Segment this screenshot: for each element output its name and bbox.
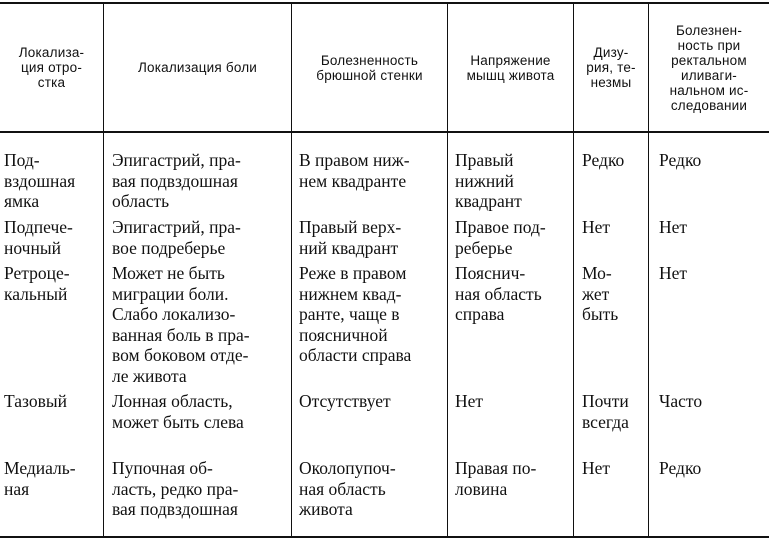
table-cell-pain: Эпигастрий, пра- вая подвздошная область — [112, 150, 241, 211]
header-localization: Локализа- ция отро- стка — [18, 45, 85, 90]
table-cell-dysuria: Нет — [582, 458, 611, 478]
header-rectal-exam: Болезнен- ность при ректальном иливаги- нальном ис- следовании — [669, 22, 749, 113]
header-muscle-tension: Напряжение мышц живота — [466, 52, 555, 83]
table-cell-tension: Пояснич- ная область справа — [455, 263, 542, 324]
table-cell-exam: Редко — [659, 458, 702, 478]
table-cell-pain: Эпигастрий, пра- вое подреберье — [112, 217, 241, 258]
header-pain-localization: Локализация боли — [137, 60, 258, 75]
table-cell-pain: Пупочная об- ласть, редко пра- вая подвздошная — [112, 458, 239, 519]
table-cell-wall: Отсутствует — [299, 391, 391, 411]
table-cell-localization: Подпече- ночный — [4, 217, 73, 258]
table-cell-localization: Под- вздошная ямка — [4, 150, 76, 211]
table-cell-exam: Часто — [659, 391, 703, 411]
table-cell-tension: Правый нижний квадрант — [455, 150, 522, 211]
header-bottom-rule — [0, 131, 769, 133]
table-cell-exam: Нет — [659, 263, 688, 283]
table-cell-pain: Может не быть миграции боли. Слабо локализо- ванная боль в пра- вом боковом отде- ле живота — [112, 263, 250, 386]
table-cell-exam: Нет — [659, 217, 688, 237]
table-cell-tension: Правое под- реберье — [455, 217, 546, 258]
table-cell-wall: Околопупоч- ная область живота — [299, 458, 396, 519]
table-cell-dysuria: Нет — [582, 217, 611, 237]
table-bottom-rule — [0, 536, 769, 538]
table-cell-wall: В правом ниж- нем квадранте — [299, 150, 410, 191]
table-cell-wall: Правый верх- ний квадрант — [299, 217, 402, 258]
table-cell-dysuria: Почти всегда — [582, 391, 629, 432]
table-cell-dysuria: Редко — [582, 150, 625, 170]
table-cell-exam: Редко — [659, 150, 702, 170]
header-dysuria: Дизу- рия, те- незмы — [586, 45, 636, 90]
table-cell-localization: Тазовый — [4, 391, 67, 411]
header-abdominal-wall-tenderness: Болезненность брюшной стенки — [316, 52, 423, 83]
table-cell-tension: Правая по- ловина — [455, 458, 537, 499]
table-cell-pain: Лонная область, может быть слева — [112, 391, 244, 432]
table-cell-wall: Реже в правом нижнем квад- ранте, чаще в поясничной области справа — [299, 263, 412, 365]
table-cell-dysuria: Мо- жет быть — [582, 263, 619, 324]
table-cell-localization: Ретроце- кальный — [4, 263, 70, 304]
table-cell-localization: Медиаль- ная — [4, 458, 76, 499]
table-cell-tension: Нет — [455, 391, 484, 411]
